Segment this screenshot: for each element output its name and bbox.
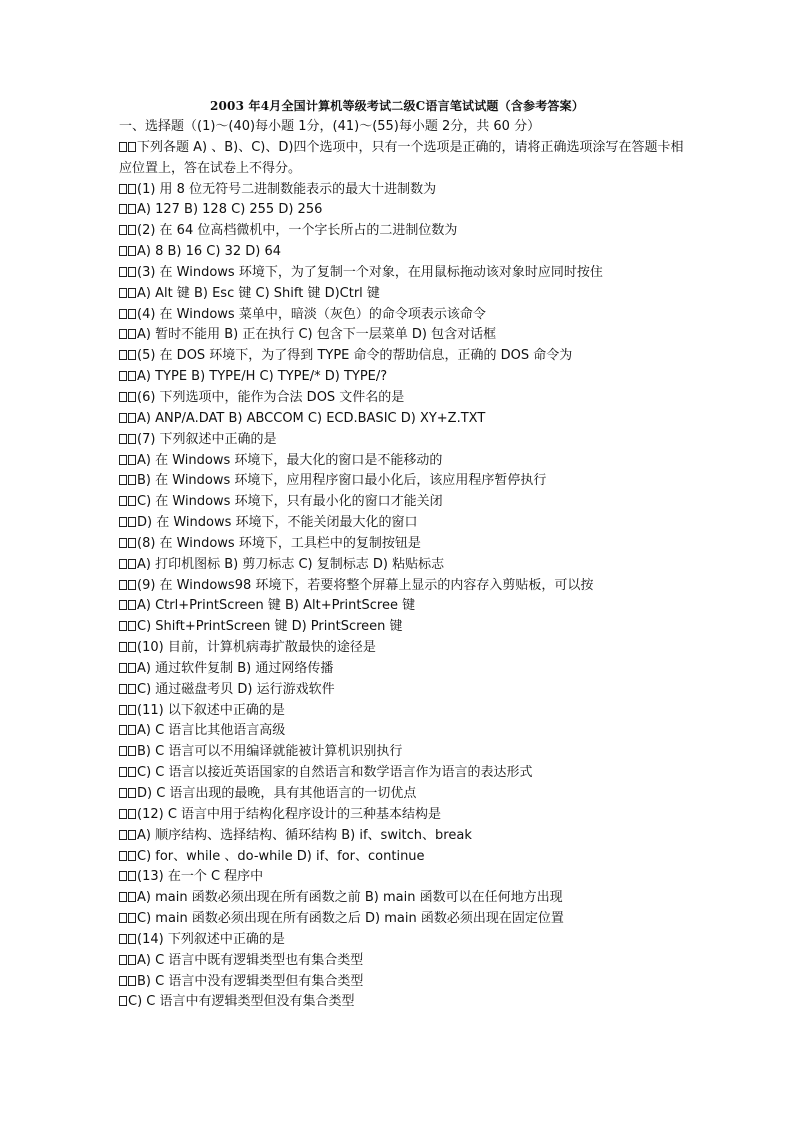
placeholder-box-icon	[128, 496, 136, 506]
placeholder-box-icon	[128, 767, 136, 777]
placeholder-box-icon	[128, 580, 136, 590]
placeholder-box-icon	[128, 329, 136, 339]
question-line	[119, 680, 685, 701]
question-line-text: (7) 下列叙述中正确的是	[137, 431, 277, 447]
question-line-text: A) Alt 键 B) Esc 键 C) Shift 键 D)Ctrl 键	[137, 285, 380, 301]
question-line-text: (3) 在 Windows 环境下，为了复制一个对象，在用鼠标拖动该对象时应同时按住	[137, 264, 603, 280]
question-line	[119, 492, 685, 513]
question-line	[119, 867, 685, 888]
question-line	[119, 346, 685, 367]
placeholder-box-icon	[119, 267, 127, 277]
placeholder-box-icon	[119, 976, 127, 986]
question-line-text: (4) 在 Windows 菜单中，暗淡（灰色）的命令项表示该命令	[137, 306, 486, 322]
question-line-text: (14) 下列叙述中正确的是	[137, 931, 285, 947]
placeholder-box-icon	[128, 517, 136, 527]
question-line	[119, 367, 685, 388]
question-line-text: A) 127 B) 128 C) 255 D) 256	[137, 202, 323, 218]
placeholder-box-icon	[128, 725, 136, 735]
placeholder-box-icon	[128, 600, 136, 610]
placeholder-box-icon	[119, 371, 127, 381]
question-line	[119, 388, 685, 409]
placeholder-box-icon	[119, 392, 127, 402]
placeholder-box-icon	[128, 746, 136, 756]
placeholder-box-icon	[119, 934, 127, 944]
question-line-text: C) for、while 、do-while D) if、for、continue	[137, 848, 425, 864]
placeholder-box-icon	[128, 871, 136, 881]
placeholder-box-icon	[119, 350, 127, 360]
question-line-text: A) C 语言中既有逻辑类型也有集合类型	[137, 952, 364, 968]
placeholder-box-icon	[128, 475, 136, 485]
placeholder-box-icon	[128, 413, 136, 423]
question-line-text: A) ANP/A.DAT B) ABCCOM C) ECD.BASIC D) XY+Z.TXT	[137, 410, 486, 426]
question-line-text: C) 通过磁盘考贝 D) 运行游戏软件	[137, 681, 335, 697]
question-line	[119, 555, 685, 576]
question-line	[119, 513, 685, 534]
placeholder-box-icon	[119, 621, 127, 631]
placeholder-box-icon	[119, 767, 127, 777]
document-title: 2003 年4月全国计算机等级考试二级C语言笔试试题（含参考答案）	[209, 99, 585, 113]
question-line	[119, 263, 685, 284]
placeholder-box-icon	[119, 892, 127, 902]
placeholder-box-icon	[119, 288, 127, 298]
placeholder-box-icon	[128, 204, 136, 214]
question-line-text: A) 打印机图标 B) 剪刀标志 C) 复制标志 D) 粘贴标志	[137, 556, 445, 572]
question-line-text: B) 在 Windows 环境下，应用程序窗口最小化后，该应用程序暂停执行	[137, 473, 547, 489]
placeholder-box-icon	[119, 600, 127, 610]
placeholder-box-icon	[119, 538, 127, 548]
question-line-text: C) main 函数必须出现在所有函数之后 D) main 函数必须出现在固定位置	[137, 911, 564, 927]
question-line-text: A) Ctrl+PrintScreen 键 B) Alt+PrintScree 键	[137, 598, 416, 614]
placeholder-box-icon	[119, 809, 127, 819]
question-line	[119, 325, 685, 346]
placeholder-box-icon	[128, 309, 136, 319]
question-line-text: A) 顺序结构、选择结构、循环结构 B) if、switch、break	[137, 827, 472, 843]
question-lines	[119, 138, 685, 1013]
question-line	[119, 180, 685, 201]
question-line	[119, 763, 685, 784]
placeholder-box-icon	[128, 684, 136, 694]
placeholder-box-icon	[128, 142, 136, 152]
placeholder-box-icon	[128, 892, 136, 902]
question-line	[119, 847, 685, 868]
question-line-text: 下列各题 A) 、B)、C)、D)四个选项中，只有一个选项是正确的，请将正确选项涂写在答题卡相应位置上，答在试卷上不得分。	[119, 139, 684, 176]
question-line-text: (12) C 语言中用于结构化程序设计的三种基本结构是	[137, 806, 442, 822]
question-line-text: A) TYPE B) TYPE/H C) TYPE/* D) TYPE/?	[137, 369, 388, 385]
question-line-text: A) 暂时不能用 B) 正在执行 C) 包含下一层菜单 D) 包含对话框	[137, 327, 497, 343]
placeholder-box-icon	[128, 225, 136, 235]
section-header: 一、选择题（(1)～(40)每小题 1分，(41)～(55)每小题 2分，共 60 分）	[119, 119, 541, 134]
placeholder-box-icon	[119, 642, 127, 652]
question-line-text: B) C 语言可以不用编译就能被计算机识别执行	[137, 744, 403, 760]
question-line-text: (13) 在一个 C 程序中	[137, 869, 264, 885]
question-line	[119, 242, 685, 263]
placeholder-box-icon	[128, 705, 136, 715]
placeholder-box-icon	[128, 455, 136, 465]
placeholder-box-icon	[119, 746, 127, 756]
question-line-text: B) C 语言中没有逻辑类型但有集合类型	[137, 973, 364, 989]
question-line-text: D) C 语言出现的最晚，具有其他语言的一切优点	[137, 786, 417, 801]
placeholder-box-icon	[128, 663, 136, 673]
placeholder-box-icon	[119, 329, 127, 339]
placeholder-box-icon	[128, 538, 136, 548]
question-line	[119, 972, 685, 993]
question-line-text: C) C 语言以接近英语国家的自然语言和数学语言作为语言的表达形式	[137, 765, 533, 781]
question-line	[119, 305, 685, 326]
placeholder-box-icon	[128, 642, 136, 652]
placeholder-box-icon	[128, 371, 136, 381]
question-line	[119, 930, 685, 951]
placeholder-box-icon	[128, 288, 136, 298]
question-line	[119, 576, 685, 597]
question-line-text: (2) 在 64 位高档微机中，一个字长所占的二进制位数为	[137, 223, 458, 239]
placeholder-box-icon	[119, 225, 127, 235]
question-line	[119, 784, 685, 805]
placeholder-box-icon	[128, 913, 136, 923]
question-line	[119, 992, 685, 1013]
placeholder-box-icon	[128, 559, 136, 569]
placeholder-box-icon	[119, 788, 127, 798]
question-line	[119, 826, 685, 847]
question-line-text: C) Shift+PrintScreen 键 D) PrintScreen 键	[137, 619, 403, 635]
question-line-text: A) 在 Windows 环境下，最大化的窗口是不能移动的	[137, 452, 443, 468]
question-line-text: C) 在 Windows 环境下，只有最小化的窗口才能关闭	[137, 494, 443, 510]
placeholder-box-icon	[119, 496, 127, 506]
placeholder-box-icon	[128, 976, 136, 986]
placeholder-box-icon	[128, 621, 136, 631]
placeholder-box-icon	[119, 830, 127, 840]
question-line-text: C) C 语言中有逻辑类型但没有集合类型	[128, 994, 355, 1010]
question-line	[119, 701, 685, 722]
placeholder-box-icon	[128, 184, 136, 194]
placeholder-box-icon	[119, 559, 127, 569]
placeholder-box-icon	[119, 246, 127, 256]
placeholder-box-icon	[128, 434, 136, 444]
placeholder-box-icon	[119, 851, 127, 861]
placeholder-box-icon	[128, 851, 136, 861]
question-line-text: A) main 函数必须出现在所有函数之前 B) main 函数可以在任何地方出现	[137, 890, 563, 906]
placeholder-box-icon	[128, 830, 136, 840]
question-line	[119, 451, 685, 472]
question-line	[119, 909, 685, 930]
question-line	[119, 430, 685, 451]
question-line	[119, 596, 685, 617]
question-line	[119, 805, 685, 826]
placeholder-box-icon	[128, 955, 136, 965]
placeholder-box-icon	[119, 309, 127, 319]
question-line	[119, 659, 685, 680]
placeholder-box-icon	[119, 580, 127, 590]
question-line-text: (5) 在 DOS 环境下，为了得到 TYPE 命令的帮助信息，正确的 DOS 命令为	[137, 348, 573, 364]
placeholder-box-icon	[128, 267, 136, 277]
question-line-text: D) 在 Windows 环境下，不能关闭最大化的窗口	[137, 515, 418, 531]
question-line	[119, 742, 685, 763]
placeholder-box-icon	[119, 996, 127, 1006]
placeholder-box-icon	[119, 184, 127, 194]
placeholder-box-icon	[119, 871, 127, 881]
question-line	[119, 284, 685, 305]
question-line-text: (11) 以下叙述中正确的是	[137, 702, 285, 718]
placeholder-box-icon	[128, 350, 136, 360]
question-line-text: (8) 在 Windows 环境下，工具栏中的复制按钮是	[137, 535, 421, 551]
placeholder-box-icon	[119, 725, 127, 735]
question-list	[119, 117, 685, 1013]
question-line-text: (9) 在 Windows98 环境下，若要将整个屏幕上显示的内容存入剪贴板，可以按	[137, 577, 594, 593]
question-line	[119, 638, 685, 659]
question-line	[119, 721, 685, 742]
placeholder-box-icon	[128, 788, 136, 798]
placeholder-box-icon	[119, 955, 127, 965]
placeholder-box-icon	[119, 517, 127, 527]
placeholder-box-icon	[119, 705, 127, 715]
question-line	[119, 534, 685, 555]
placeholder-box-icon	[128, 809, 136, 819]
placeholder-box-icon	[128, 934, 136, 944]
question-line	[119, 138, 685, 180]
placeholder-box-icon	[128, 246, 136, 256]
question-line-text: A) C 语言比其他语言高级	[137, 723, 286, 739]
placeholder-box-icon	[119, 663, 127, 673]
question-line	[119, 951, 685, 972]
placeholder-box-icon	[119, 455, 127, 465]
placeholder-box-icon	[119, 204, 127, 214]
question-line	[119, 471, 685, 492]
placeholder-box-icon	[119, 434, 127, 444]
question-line-text: A) 8 B) 16 C) 32 D) 64	[137, 244, 282, 260]
placeholder-box-icon	[119, 475, 127, 485]
placeholder-box-icon	[119, 142, 127, 152]
question-line	[119, 200, 685, 221]
question-line	[119, 221, 685, 242]
question-line-text: (1) 用 8 位无符号二进制数能表示的最大十进制数为	[137, 181, 437, 197]
placeholder-box-icon	[128, 392, 136, 402]
question-line	[119, 409, 685, 430]
placeholder-box-icon	[119, 413, 127, 423]
placeholder-box-icon	[119, 684, 127, 694]
question-line-text: (6) 下列选项中，能作为合法 DOS 文件名的是	[137, 389, 405, 405]
question-line-text: A) 通过软件复制 B) 通过网络传播	[137, 660, 334, 676]
placeholder-box-icon	[119, 913, 127, 923]
question-line	[119, 617, 685, 638]
question-line-text: (10) 目前，计算机病毒扩散最快的途径是	[137, 640, 376, 656]
question-line	[119, 888, 685, 909]
